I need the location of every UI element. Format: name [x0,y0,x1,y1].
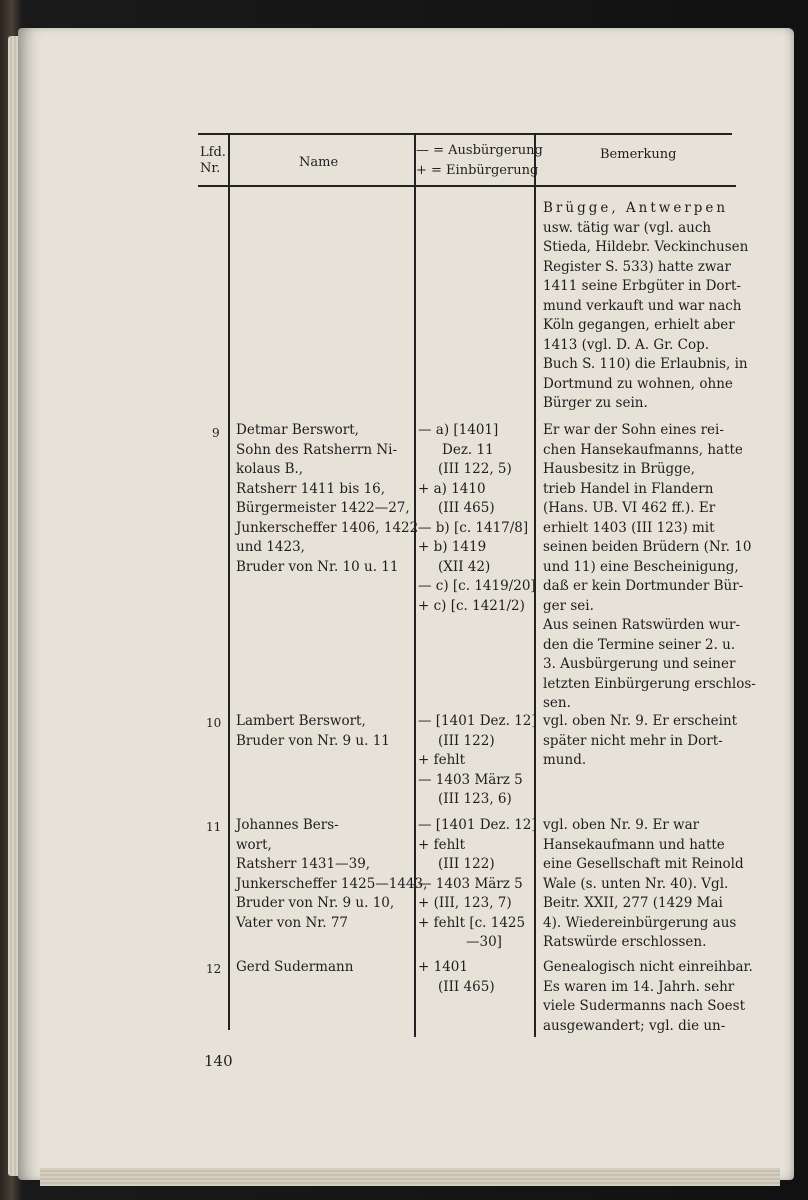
row-10-nr: 10 [206,716,222,730]
header-ausbuergerung: — = Ausbürgerung [416,143,543,158]
header-bottom-rule [198,185,736,187]
row-9-dates: — a) [1401] Dez. 11 (III 122, 5) + a) 1410 (III 465) — b) [c. 1417/8] + b) 1419 (XII 42) — c) [c. 1419/20] + c) [c. 1421/2) [418,422,536,614]
row-12-dates: + 1401 (III 465) [418,959,495,995]
row-9-nr: 9 [212,426,220,440]
row-11-name: Johannes Bers- wort, Ratsherr 1431—39, Junkerscheffer 1425—1443, Bruder von Nr. 9 u. 10, Vater von Nr. 77 [236,817,428,931]
row-11-dates: — [1401 Dez. 12] + fehlt (III 122) — 1403 März 5 + (III, 123, 7) + fehlt [c. 1425 —30] [418,817,537,950]
row-11-nr: 11 [206,820,222,834]
row-9-name: Detmar Berswort, Sohn des Ratsherrn Ni- kolaus B., Ratsherr 1411 bis 16, Bürgermeister 1422—27, Junkerscheffer 1406, 1422 und 1423, Bruder von Nr. 10 u. 11 [236,422,419,575]
col-divider-1 [228,135,230,1030]
row-10-bemerkung: vgl. oben Nr. 9. Er erscheint später nicht mehr in Dort- mund. [543,713,738,768]
row-11-bemerkung: vgl. oben Nr. 9. Er war Hansekaufmann und hatte eine Gesellschaft mit Reinold Wale (s. unten Nr. 40). Vgl. Beitr. XXII, 277 (1429 Mai 4). Wiedereinbürgerung aus Ratswürde erschlossen. [543,817,744,950]
row-9-bemerkung: Er war der Sohn eines rei- chen Hansekaufmanns, hatte Hausbesitz in Brügge, trieb Handel in Flandern (Hans. UB. VI 462 ff.). Er erhielt 1403 (III 123) mit seinen beiden Brüdern (Nr. 10 und 11) eine Bescheinigung, daß er kein Dortmunder Bür- ger sei. Aus seinen Ratswürden wur- den die Termine seiner 2. u. 3. Ausbürgerung und seiner letzten Einbürgerung erschlos- sen. [543,422,756,711]
page-number: 140 [204,1052,233,1070]
continuation-bemerkung: Brügge, Antwerpen usw. tätig war (vgl. auch Stieda, Hildebr. Veckinchusen Register S. 533) hatte zwar 1411 seine Erbgüter in Dort- mund verkauft und war nach Köln gegangen, erhielt aber 1413 (vgl. D. A. Gr. Cop. Buch S. 110) die Erlaubnis, in Dortmund zu wohnen, ohne Bürger zu sein. [543,200,749,411]
row-12-nr: 12 [206,962,222,976]
row-10-dates: — [1401 Dez. 12] (III 122) + fehlt — 1403 März 5 (III 123, 6) [418,713,537,807]
row-12-name: Gerd Sudermann [236,959,354,975]
row-12-bemerkung: Genealogisch nicht einreihbar. Es waren im 14. Jahrh. sehr viele Sudermanns nach Soest ausgewandert; vgl. die un- [543,959,753,1034]
table-top-rule [198,133,732,135]
header-name: Name [299,155,339,170]
row-10-name: Lambert Berswort, Bruder von Nr. 9 u. 11 [236,713,390,749]
header-einbuergerung: + = Einbürgerung [416,163,539,178]
header-bemerkung: Bemerkung [600,147,677,162]
header-lfd-nr: Lfd. Nr. [200,145,226,176]
page-stack-bottom [40,1168,780,1186]
